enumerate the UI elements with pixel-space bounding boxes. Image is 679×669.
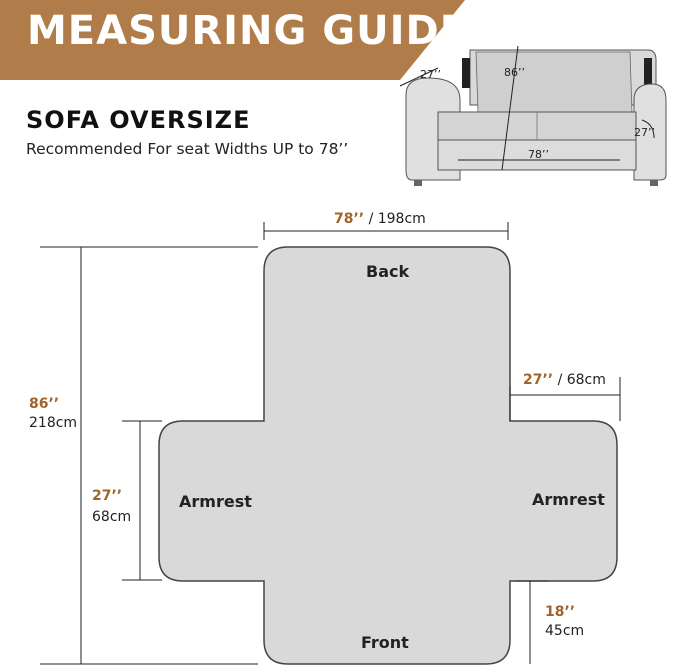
length-inches: 86’’ bbox=[29, 396, 60, 412]
width-inches: 78’’ bbox=[334, 211, 365, 227]
arm-width-inches: 27’’ bbox=[523, 372, 554, 388]
width-cm: / 198cm bbox=[364, 211, 426, 227]
product-title: SOFA OVERSIZE bbox=[26, 106, 251, 134]
sofa-arm-depth-label: 27’’ bbox=[420, 68, 441, 81]
arm-height-cm-label: 68cm bbox=[92, 509, 132, 525]
sofa-arm-height-label: 27’’ bbox=[634, 126, 655, 139]
cover-front-label: Front bbox=[361, 633, 409, 652]
arm-height-inches: 27’’ bbox=[92, 488, 123, 504]
cover-shape bbox=[159, 247, 617, 664]
arm-width-dimension-label bbox=[523, 372, 606, 388]
cover-back-label: Back bbox=[366, 262, 410, 281]
product-subtitle: Recommended For seat Widths UP to 78’’ bbox=[26, 140, 349, 158]
length-inches-label bbox=[29, 396, 59, 412]
width-dimension-label bbox=[334, 211, 426, 227]
length-cm-label: 218cm bbox=[29, 415, 78, 431]
front-drop-inches: 18’’ bbox=[545, 604, 576, 620]
cover-armrest-right-label: Armrest bbox=[532, 490, 605, 509]
sofa-back-height-label: 86’’ bbox=[504, 66, 525, 79]
cover-armrest-left-label: Armrest bbox=[179, 492, 252, 511]
arm-width-cm: / 68cm bbox=[553, 372, 606, 388]
front-drop-cm-label: 45cm bbox=[545, 623, 585, 639]
front-drop-inches-label bbox=[545, 604, 575, 620]
sofa-seat-width-label: 78’’ bbox=[528, 148, 549, 161]
arm-height-inches-label bbox=[92, 488, 122, 504]
banner-title: MEASURING GUIDE bbox=[27, 8, 469, 54]
